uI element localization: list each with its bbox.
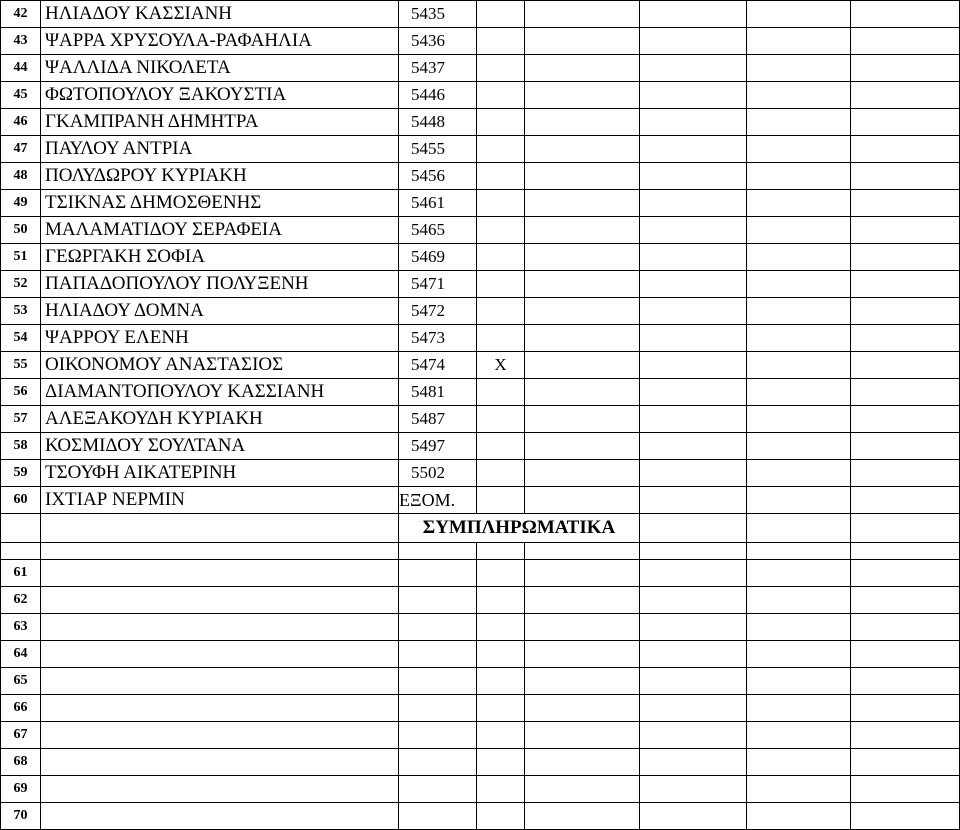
- empty-cell: [525, 325, 640, 352]
- student-name: ΗΛΙΑΔΟΥ ΔΟΜΝΑ: [41, 298, 399, 325]
- empty-cell: [525, 352, 640, 379]
- student-name: ΗΛΙΑΔΟΥ ΚΑΣΣΙΑΝΗ: [41, 1, 399, 28]
- empty-cell: [851, 560, 960, 587]
- row-number: 53: [1, 298, 41, 325]
- mark-cell: [477, 244, 525, 271]
- empty-cell: [851, 460, 960, 487]
- empty-cell: [851, 271, 960, 298]
- empty-cell: [640, 28, 747, 55]
- empty-cell: [747, 614, 851, 641]
- empty-cell: [851, 136, 960, 163]
- empty-cell: [851, 487, 960, 514]
- empty-cell: [747, 749, 851, 776]
- mark-cell: [477, 163, 525, 190]
- empty-cell: [640, 776, 747, 803]
- empty-cell: [851, 749, 960, 776]
- table-row: [1, 55, 960, 82]
- row-number: 54: [1, 325, 41, 352]
- empty-cell: [640, 749, 747, 776]
- table-body: [1, 1, 960, 830]
- empty-cell: [851, 587, 960, 614]
- empty-cell: [851, 352, 960, 379]
- mark-cell: [477, 217, 525, 244]
- empty-cell: [399, 749, 477, 776]
- row-number: 46: [1, 109, 41, 136]
- empty-cell: [640, 271, 747, 298]
- empty-table-row: [1, 695, 960, 722]
- row-number: 49: [1, 190, 41, 217]
- empty-cell: [41, 614, 399, 641]
- student-code: 5436: [399, 28, 477, 55]
- section-blank-name: [41, 514, 399, 543]
- empty-cell: [640, 298, 747, 325]
- empty-table-row: [1, 803, 960, 830]
- empty-cell: [851, 325, 960, 352]
- empty-cell: [747, 82, 851, 109]
- student-code: 5472: [399, 298, 477, 325]
- spacer-cell: [640, 543, 747, 560]
- empty-cell: [747, 136, 851, 163]
- empty-cell: [747, 487, 851, 514]
- empty-cell: [399, 776, 477, 803]
- empty-cell: [525, 217, 640, 244]
- empty-table-row: [1, 641, 960, 668]
- empty-cell: [525, 749, 640, 776]
- empty-cell: [851, 433, 960, 460]
- empty-cell: [747, 433, 851, 460]
- empty-cell: [747, 109, 851, 136]
- empty-cell: [525, 668, 640, 695]
- spacer-cell: [851, 543, 960, 560]
- empty-cell: [525, 28, 640, 55]
- empty-cell: [525, 82, 640, 109]
- row-number: 69: [1, 776, 41, 803]
- empty-cell: [851, 217, 960, 244]
- spacer-cell: [477, 543, 525, 560]
- spacer-row: [1, 543, 960, 560]
- mark-cell: Χ: [477, 352, 525, 379]
- mark-cell: [477, 190, 525, 217]
- empty-cell: [525, 190, 640, 217]
- empty-cell: [477, 803, 525, 830]
- student-name: ΠΑΥΛΟΥ ΑΝΤΡΙΑ: [41, 136, 399, 163]
- spacer-cell: [1, 543, 41, 560]
- table-row: [1, 406, 960, 433]
- empty-cell: [477, 722, 525, 749]
- row-number: 47: [1, 136, 41, 163]
- empty-cell: [640, 487, 747, 514]
- table-row: [1, 379, 960, 406]
- empty-cell: [747, 1, 851, 28]
- empty-cell: [851, 803, 960, 830]
- mark-cell: [477, 325, 525, 352]
- empty-cell: [747, 244, 851, 271]
- row-number: 57: [1, 406, 41, 433]
- empty-cell: [41, 641, 399, 668]
- empty-cell: [477, 776, 525, 803]
- mark-cell: [477, 136, 525, 163]
- empty-cell: [525, 55, 640, 82]
- empty-cell: [747, 190, 851, 217]
- empty-cell: [640, 82, 747, 109]
- empty-cell: [851, 298, 960, 325]
- student-code: 5446: [399, 82, 477, 109]
- table-row: [1, 460, 960, 487]
- empty-cell: [525, 560, 640, 587]
- row-number: 60: [1, 487, 41, 514]
- student-code: 5481: [399, 379, 477, 406]
- student-code: 5487: [399, 406, 477, 433]
- row-number: 68: [1, 749, 41, 776]
- table-row: [1, 487, 960, 514]
- table-row: [1, 298, 960, 325]
- empty-cell: [477, 695, 525, 722]
- empty-cell: [640, 433, 747, 460]
- empty-cell: [640, 352, 747, 379]
- student-name: ΦΩΤΟΠΟΥΛΟΥ ΞΑΚΟΥΣΤΙΑ: [41, 82, 399, 109]
- table-row: [1, 28, 960, 55]
- empty-cell: [399, 560, 477, 587]
- section-blank: [747, 514, 851, 543]
- empty-cell: [41, 722, 399, 749]
- empty-cell: [851, 614, 960, 641]
- table-row: [1, 163, 960, 190]
- empty-cell: [640, 803, 747, 830]
- empty-cell: [525, 163, 640, 190]
- empty-cell: [640, 136, 747, 163]
- empty-cell: [525, 641, 640, 668]
- empty-cell: [399, 695, 477, 722]
- empty-cell: [525, 460, 640, 487]
- student-code: 5469: [399, 244, 477, 271]
- row-number: 44: [1, 55, 41, 82]
- empty-cell: [477, 587, 525, 614]
- mark-cell: [477, 487, 525, 514]
- empty-cell: [41, 776, 399, 803]
- mark-cell: [477, 109, 525, 136]
- spacer-cell: [41, 543, 399, 560]
- student-name: ΟΙΚΟΝΟΜΟΥ ΑΝΑΣΤΑΣΙΟΣ: [41, 352, 399, 379]
- empty-cell: [747, 271, 851, 298]
- empty-cell: [851, 776, 960, 803]
- section-blank-num: [1, 514, 41, 543]
- empty-cell: [747, 217, 851, 244]
- empty-cell: [640, 379, 747, 406]
- empty-cell: [747, 460, 851, 487]
- empty-cell: [640, 1, 747, 28]
- student-name: ΨΑΡΡΑ ΧΡΥΣΟΥΛΑ-ΡΑΦΑΗΛΙΑ: [41, 28, 399, 55]
- row-number: 65: [1, 668, 41, 695]
- empty-cell: [399, 722, 477, 749]
- empty-cell: [525, 136, 640, 163]
- student-name: ΤΣΟΥΦΗ ΑΙΚΑΤΕΡΙΝΗ: [41, 460, 399, 487]
- student-name: ΨΑΡΡΟΥ ΕΛΕΝΗ: [41, 325, 399, 352]
- student-name: ΙΧΤΙΑΡ ΝΕΡΜΙΝ: [41, 487, 399, 514]
- mark-cell: [477, 82, 525, 109]
- row-number: 56: [1, 379, 41, 406]
- empty-table-row: [1, 587, 960, 614]
- mark-cell: [477, 298, 525, 325]
- row-number: 55: [1, 352, 41, 379]
- mark-cell: [477, 433, 525, 460]
- student-name: ΔΙΑΜΑΝΤΟΠΟΥΛΟΥ ΚΑΣΣΙΑΝΗ: [41, 379, 399, 406]
- student-name: ΤΣΙΚΝΑΣ ΔΗΜΟΣΘΕΝΗΣ: [41, 190, 399, 217]
- table-row: [1, 271, 960, 298]
- empty-cell: [851, 190, 960, 217]
- empty-cell: [41, 695, 399, 722]
- table-row: [1, 1, 960, 28]
- empty-cell: [399, 803, 477, 830]
- mark-cell: [477, 1, 525, 28]
- empty-cell: [525, 406, 640, 433]
- empty-cell: [851, 379, 960, 406]
- empty-cell: [525, 587, 640, 614]
- empty-cell: [525, 1, 640, 28]
- empty-cell: [747, 776, 851, 803]
- student-code: 5474: [399, 352, 477, 379]
- section-blank: [640, 514, 747, 543]
- empty-cell: [851, 668, 960, 695]
- row-number: 67: [1, 722, 41, 749]
- student-code: 5471: [399, 271, 477, 298]
- empty-cell: [399, 641, 477, 668]
- empty-cell: [747, 55, 851, 82]
- empty-cell: [477, 560, 525, 587]
- row-number: 45: [1, 82, 41, 109]
- empty-cell: [640, 163, 747, 190]
- table-row: [1, 109, 960, 136]
- row-number: 62: [1, 587, 41, 614]
- empty-cell: [41, 803, 399, 830]
- empty-table-row: [1, 614, 960, 641]
- empty-cell: [747, 587, 851, 614]
- student-code: ΕΞΟΜ.: [399, 487, 477, 514]
- section-title: ΣΥΜΠΛΗΡΩΜΑΤΙΚΑ: [399, 514, 640, 543]
- empty-cell: [747, 641, 851, 668]
- table-row: [1, 244, 960, 271]
- empty-cell: [640, 668, 747, 695]
- row-number: 66: [1, 695, 41, 722]
- empty-cell: [851, 406, 960, 433]
- student-code: 5435: [399, 1, 477, 28]
- row-number: 51: [1, 244, 41, 271]
- empty-cell: [399, 587, 477, 614]
- student-name: ΓΚΑΜΠΡΑΝΗ ΔΗΜΗΤΡΑ: [41, 109, 399, 136]
- empty-cell: [851, 722, 960, 749]
- student-name: ΠΟΛΥΔΩΡΟΥ ΚΥΡΙΑΚΗ: [41, 163, 399, 190]
- table-row: [1, 352, 960, 379]
- row-number: 63: [1, 614, 41, 641]
- empty-table-row: [1, 776, 960, 803]
- student-code: 5437: [399, 55, 477, 82]
- empty-table-row: [1, 668, 960, 695]
- table-row: [1, 82, 960, 109]
- empty-cell: [747, 722, 851, 749]
- student-name: ΜΑΛΑΜΑΤΙΔΟΥ ΣΕΡΑΦΕΙΑ: [41, 217, 399, 244]
- student-name: ΚΟΣΜΙΔΟΥ ΣΟΥΛΤΑΝΑ: [41, 433, 399, 460]
- empty-cell: [747, 379, 851, 406]
- empty-cell: [851, 244, 960, 271]
- empty-cell: [640, 217, 747, 244]
- empty-cell: [747, 560, 851, 587]
- student-name: ΨΑΛΛΙΔΑ ΝΙΚΟΛΕΤΑ: [41, 55, 399, 82]
- empty-cell: [525, 803, 640, 830]
- empty-cell: [525, 695, 640, 722]
- empty-cell: [851, 82, 960, 109]
- empty-cell: [747, 298, 851, 325]
- empty-cell: [477, 641, 525, 668]
- empty-cell: [640, 722, 747, 749]
- table-row: [1, 433, 960, 460]
- empty-cell: [41, 749, 399, 776]
- row-number: 59: [1, 460, 41, 487]
- row-number: 52: [1, 271, 41, 298]
- empty-table-row: [1, 560, 960, 587]
- empty-cell: [399, 614, 477, 641]
- empty-cell: [851, 695, 960, 722]
- empty-cell: [477, 614, 525, 641]
- section-blank: [851, 514, 960, 543]
- row-number: 50: [1, 217, 41, 244]
- empty-cell: [640, 190, 747, 217]
- student-name: ΓΕΩΡΓΑΚΗ ΣΟΦΙΑ: [41, 244, 399, 271]
- empty-cell: [640, 587, 747, 614]
- row-number: 58: [1, 433, 41, 460]
- empty-cell: [525, 722, 640, 749]
- mark-cell: [477, 460, 525, 487]
- empty-cell: [851, 163, 960, 190]
- empty-cell: [525, 379, 640, 406]
- empty-cell: [640, 641, 747, 668]
- spacer-cell: [525, 543, 640, 560]
- empty-cell: [525, 298, 640, 325]
- row-number: 61: [1, 560, 41, 587]
- empty-cell: [525, 776, 640, 803]
- mark-cell: [477, 406, 525, 433]
- empty-cell: [640, 460, 747, 487]
- student-code: 5455: [399, 136, 477, 163]
- student-code: 5497: [399, 433, 477, 460]
- empty-cell: [525, 433, 640, 460]
- empty-cell: [525, 109, 640, 136]
- empty-cell: [747, 695, 851, 722]
- student-code: 5473: [399, 325, 477, 352]
- student-code: 5502: [399, 460, 477, 487]
- empty-cell: [525, 487, 640, 514]
- row-number: 48: [1, 163, 41, 190]
- row-number: 64: [1, 641, 41, 668]
- empty-cell: [41, 587, 399, 614]
- empty-cell: [640, 406, 747, 433]
- mark-cell: [477, 271, 525, 298]
- table-row: [1, 325, 960, 352]
- empty-cell: [851, 1, 960, 28]
- mark-cell: [477, 379, 525, 406]
- empty-cell: [640, 244, 747, 271]
- row-number: 43: [1, 28, 41, 55]
- empty-cell: [851, 641, 960, 668]
- student-name: ΠΑΠΑΔΟΠΟΥΛΟΥ ΠΟΛΥΞΕΝΗ: [41, 271, 399, 298]
- empty-cell: [477, 668, 525, 695]
- empty-cell: [747, 28, 851, 55]
- empty-cell: [477, 749, 525, 776]
- empty-cell: [640, 614, 747, 641]
- spacer-cell: [747, 543, 851, 560]
- table-row: [1, 136, 960, 163]
- empty-cell: [640, 109, 747, 136]
- student-name: ΑΛΕΞΑΚΟΥΔΗ ΚΥΡΙΑΚΗ: [41, 406, 399, 433]
- empty-cell: [851, 55, 960, 82]
- empty-cell: [640, 560, 747, 587]
- empty-cell: [851, 109, 960, 136]
- empty-cell: [525, 271, 640, 298]
- row-number: 42: [1, 1, 41, 28]
- empty-cell: [851, 28, 960, 55]
- empty-cell: [747, 325, 851, 352]
- table-row: [1, 190, 960, 217]
- empty-cell: [41, 668, 399, 695]
- empty-cell: [747, 352, 851, 379]
- empty-cell: [399, 668, 477, 695]
- table-row: [1, 217, 960, 244]
- empty-cell: [640, 55, 747, 82]
- empty-cell: [640, 695, 747, 722]
- row-number: 70: [1, 803, 41, 830]
- empty-cell: [747, 406, 851, 433]
- student-code: 5461: [399, 190, 477, 217]
- mark-cell: [477, 55, 525, 82]
- student-code: 5465: [399, 217, 477, 244]
- empty-table-row: [1, 722, 960, 749]
- empty-cell: [640, 325, 747, 352]
- empty-table-row: [1, 749, 960, 776]
- empty-cell: [525, 244, 640, 271]
- empty-cell: [747, 803, 851, 830]
- empty-cell: [41, 560, 399, 587]
- mark-cell: [477, 28, 525, 55]
- student-code: 5456: [399, 163, 477, 190]
- spacer-cell: [399, 543, 477, 560]
- empty-cell: [747, 163, 851, 190]
- empty-cell: [747, 668, 851, 695]
- empty-cell: [525, 614, 640, 641]
- section-row: [1, 514, 960, 543]
- student-code: 5448: [399, 109, 477, 136]
